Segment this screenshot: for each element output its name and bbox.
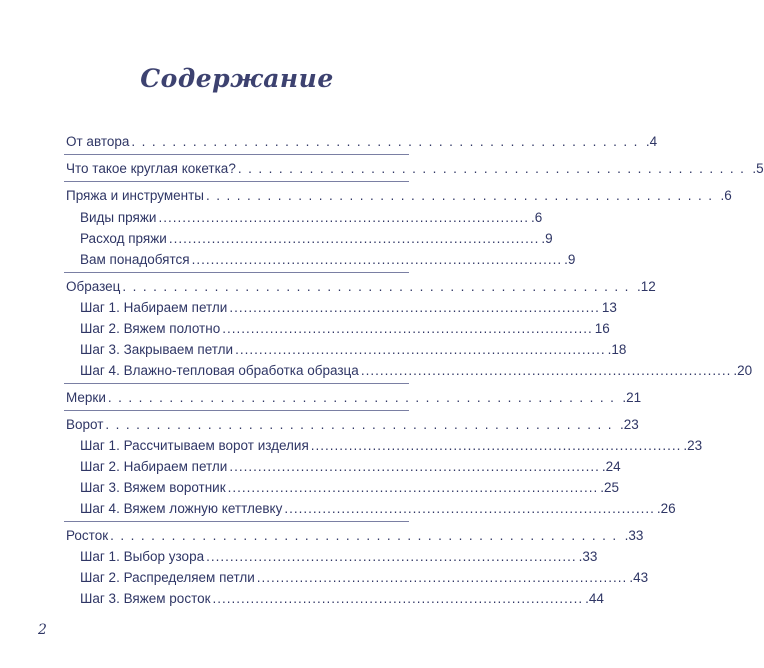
toc-entry bbox=[66, 524, 644, 544]
toc-entry bbox=[80, 545, 598, 565]
toc-entry-page: .5 bbox=[752, 161, 764, 176]
toc-leader-dots: .................................................. bbox=[205, 188, 719, 203]
toc-entry bbox=[80, 359, 753, 379]
toc-entry bbox=[66, 184, 732, 204]
toc-entry-page: .23 bbox=[683, 438, 703, 453]
toc-entry bbox=[80, 587, 604, 607]
toc-entry-page: .18 bbox=[607, 342, 627, 357]
toc-leader-dots: .............................................................................. bbox=[191, 252, 563, 267]
toc-entry-label: Шаг 2. Вяжем полотно bbox=[80, 321, 221, 336]
toc-entry bbox=[80, 206, 543, 226]
toc-entry-label: Шаг 1. Выбор узора bbox=[80, 549, 205, 564]
toc-entry bbox=[80, 566, 649, 586]
toc-entry-page: .6 bbox=[720, 188, 732, 203]
toc-leader-dots: .............................................................................. bbox=[168, 231, 540, 246]
toc-entry-page: .43 bbox=[629, 570, 649, 585]
toc-leader-dots: .............................................................................. bbox=[256, 570, 628, 585]
toc-entry bbox=[66, 275, 656, 295]
toc-entry-page: 13 bbox=[601, 300, 617, 315]
toc-entry-page: .26 bbox=[656, 501, 676, 516]
toc-entry-label: От автора bbox=[66, 134, 130, 149]
toc-entry bbox=[80, 338, 627, 358]
toc-entry-label: Шаг 2. Распределяем петли bbox=[80, 570, 255, 585]
toc-entry-page: .20 bbox=[733, 363, 753, 378]
toc-entry-label: Шаг 1. Рассчитываем ворот изделия bbox=[80, 438, 309, 453]
toc-entry-page: .44 bbox=[585, 591, 604, 606]
toc-entry-label: Шаг 3. Вяжем росток bbox=[80, 591, 211, 606]
toc-entry-label: Образец bbox=[66, 279, 121, 294]
toc-entry bbox=[66, 413, 639, 433]
toc-entry bbox=[80, 476, 619, 496]
toc-entry bbox=[80, 317, 610, 337]
toc-leader-dots: .................................................. bbox=[105, 417, 618, 432]
toc-entry-label: Виды пряжи bbox=[80, 210, 157, 225]
toc-entry bbox=[66, 130, 658, 150]
toc-entry bbox=[80, 227, 553, 247]
toc-leader-dots: .................................................. bbox=[107, 390, 621, 405]
toc-entry-label: Шаг 3. Вяжем воротник bbox=[80, 480, 226, 495]
toc-leader-dots: .................................................. bbox=[122, 279, 635, 294]
toc-entry-label: Шаг 4. Влажно-тепловая обработка образца bbox=[80, 363, 359, 378]
page-title: Содержание bbox=[140, 64, 334, 93]
toc-leader-dots: .............................................................................. bbox=[222, 321, 593, 336]
toc-entry bbox=[66, 386, 642, 406]
toc-entry-label: Росток bbox=[66, 528, 109, 543]
toc-entry-label: Мерки bbox=[66, 390, 106, 405]
toc-entry-page: .6 bbox=[531, 210, 543, 225]
toc-entry-label: Расход пряжи bbox=[80, 231, 167, 246]
toc-entry-label: Шаг 3. Закрываем петли bbox=[80, 342, 234, 357]
toc-leader-dots: .............................................................................. bbox=[310, 438, 682, 453]
toc-entry bbox=[80, 497, 676, 517]
toc-entry bbox=[80, 296, 617, 316]
toc-entry-label: Пряжа и инструменты bbox=[66, 188, 204, 203]
section-divider bbox=[64, 181, 409, 182]
toc-leader-dots: .............................................................................. bbox=[229, 459, 600, 474]
toc-leader-dots: .................................................. bbox=[131, 134, 644, 149]
section-divider bbox=[64, 521, 409, 522]
section-divider bbox=[64, 410, 409, 411]
toc-entry-page: .23 bbox=[619, 417, 639, 432]
section-divider bbox=[64, 154, 409, 155]
toc-entry-page: .25 bbox=[600, 480, 619, 495]
toc-entry-page: .33 bbox=[578, 549, 598, 564]
toc-entry-page: .33 bbox=[624, 528, 644, 543]
toc-entry-page: .12 bbox=[636, 279, 656, 294]
toc-entry-label: Шаг 4. Вяжем ложную кеттлевку bbox=[80, 501, 283, 516]
toc-entry bbox=[80, 248, 576, 268]
toc-leader-dots: .............................................................................. bbox=[235, 342, 606, 357]
toc-leader-dots: .................................................. bbox=[237, 161, 751, 176]
toc-entry-label: Шаг 2. Набираем петли bbox=[80, 459, 228, 474]
toc-entry-page: .24 bbox=[601, 459, 621, 474]
toc-leader-dots: .............................................................................. bbox=[158, 210, 529, 225]
toc-leader-dots: .............................................................................. bbox=[360, 363, 732, 378]
toc-entry-page: .21 bbox=[622, 390, 642, 405]
toc-entry-page: .4 bbox=[645, 134, 658, 149]
toc-entry-label: Ворот bbox=[66, 417, 104, 432]
section-divider bbox=[64, 272, 409, 273]
toc-entry bbox=[80, 434, 703, 454]
toc-leader-dots: .............................................................................. bbox=[227, 480, 599, 495]
page-number: 2 bbox=[38, 622, 47, 638]
toc-entry-page: .9 bbox=[564, 252, 576, 267]
toc-leader-dots: .............................................................................. bbox=[229, 300, 600, 315]
toc-leader-dots: .............................................................................. bbox=[284, 501, 655, 516]
toc-leader-dots: .............................................................................. bbox=[212, 591, 584, 606]
toc-entry-label: Шаг 1. Набираем петли bbox=[80, 300, 228, 315]
toc-entry bbox=[80, 455, 621, 475]
toc-entry-label: Что такое круглая кокетка? bbox=[66, 161, 236, 176]
toc-entry-page: 16 bbox=[594, 321, 610, 336]
section-divider bbox=[64, 383, 409, 384]
toc-entry-page: .9 bbox=[541, 231, 553, 246]
toc-entry bbox=[66, 157, 764, 177]
toc-entry-label: Вам понадобятся bbox=[80, 252, 190, 267]
toc-leader-dots: .............................................................................. bbox=[206, 549, 577, 564]
toc-leader-dots: .................................................. bbox=[110, 528, 623, 543]
